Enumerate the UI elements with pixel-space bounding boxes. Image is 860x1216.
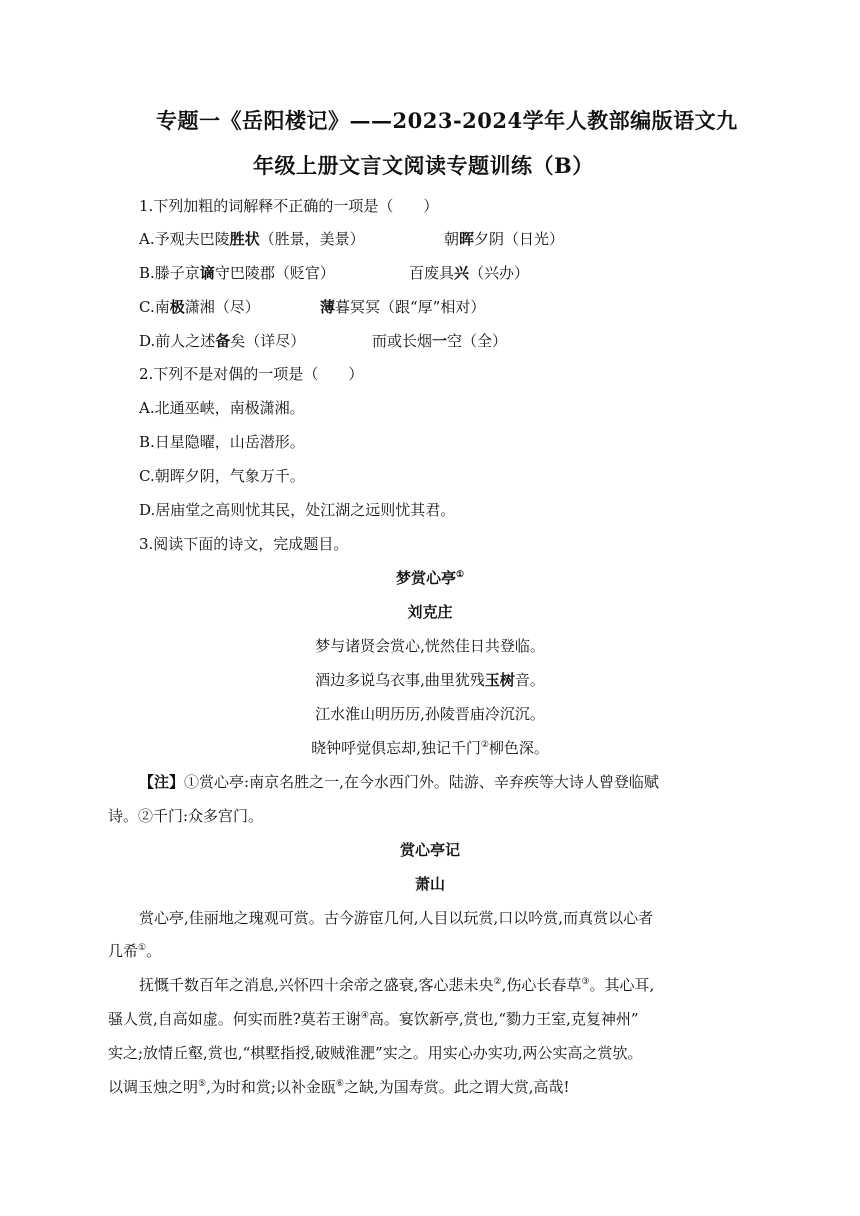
essay-para-1-line-2-post: 。 bbox=[146, 942, 162, 960]
poem-note-text-1: ①赏心亭:南京名胜之一,在今水西门外。陆游、辛弃疾等大诗人曾登临赋 bbox=[184, 773, 659, 791]
question-3-stem: 3.阅读下面的诗文，完成题目。 bbox=[139, 535, 349, 553]
option-b2-bold-word: 兴 bbox=[454, 264, 470, 282]
option-a-bold-word: 胜状 bbox=[229, 230, 260, 248]
question-1-option-a bbox=[139, 229, 365, 249]
option-a2-text-post: 夕阴（日光） bbox=[474, 230, 565, 248]
essay-para-2-line-2-post: 高。宴饮新亭,赏也,“勠力王室,克复神州” bbox=[368, 1010, 639, 1028]
poem-line-4-pre: 晓钟呼觉俱忘却,独记千门 bbox=[311, 739, 481, 757]
poem-line-2-pre: 酒边多说乌衣事,曲里犹残 bbox=[315, 671, 485, 689]
essay-title: 赏心亭记 bbox=[399, 841, 460, 859]
option-c-text-post: 潇湘（尽） bbox=[184, 298, 260, 316]
question-2-stem: 2.下列不是对偶的一项是（ ） bbox=[139, 365, 364, 383]
option-a2-text-pre: 朝 bbox=[444, 230, 460, 248]
essay-footnote-marker-5: ⑤ bbox=[198, 1079, 207, 1089]
essay-footnote-marker-3: ③ bbox=[581, 977, 590, 987]
question-1-option-c bbox=[139, 297, 260, 317]
question-1-option-d-second bbox=[372, 331, 507, 351]
essay-para-2-line-1-mid: ,伤心长春草 bbox=[501, 976, 582, 994]
poem-title-footnote-marker: ① bbox=[455, 570, 465, 580]
essay-footnote-marker-4: ④ bbox=[360, 1011, 369, 1021]
question-2-option-a: A.北通巫峡，南极潇湘。 bbox=[139, 399, 305, 417]
option-c2-text-post: 暮冥冥（跟“厚”相对） bbox=[335, 298, 486, 316]
poem-line-3: 江水淮山明历历,孙陵晋庙冷沉沉。 bbox=[315, 705, 545, 723]
essay-para-1-line-2-pre: 几希 bbox=[108, 942, 139, 960]
poem-line-4-footnote-marker: ② bbox=[480, 740, 489, 750]
question-2-option-d: D.居庙堂之高则忧其民，处江湖之远则忧其君。 bbox=[139, 501, 456, 519]
poem-note-line-1 bbox=[139, 772, 659, 792]
document-title-line-2: 年级上册文言文阅读专题训练（B） bbox=[253, 153, 594, 178]
essay-para-2-line-1-post: 。其心耳, bbox=[589, 976, 655, 994]
question-1-stem: 1.下列加粗的词解释不正确的一项是（ ） bbox=[139, 197, 439, 215]
poem-line-2-bold: 玉树 bbox=[484, 671, 515, 689]
poem-line-2 bbox=[0, 670, 860, 690]
option-b-bold-word: 谪 bbox=[199, 264, 215, 282]
essay-author: 萧山 bbox=[414, 875, 445, 893]
question-1-option-b bbox=[139, 263, 335, 283]
essay-footnote-marker-2: ② bbox=[493, 977, 502, 987]
poem-line-1: 梦与诸贤会赏心,恍然佳日共登临。 bbox=[315, 637, 545, 655]
essay-para-1-line-1: 赏心亭,佳丽地之瑰观可赏。古今游宦几何,人目以玩赏,口以吟赏,而真赏以心者 bbox=[139, 909, 654, 927]
essay-para-2-line-2-pre: 骚人赏,自高如虚。何实而胜?莫若王谢 bbox=[108, 1010, 361, 1028]
poem-author: 刘克庄 bbox=[407, 603, 453, 621]
essay-footnote-marker-6: ⑥ bbox=[335, 1079, 344, 1089]
essay-para-2-line-4-mid: ,为时和赏;以补金瓯 bbox=[206, 1078, 336, 1096]
poem-line-4 bbox=[0, 738, 860, 758]
essay-para-2-line-2 bbox=[108, 1009, 639, 1029]
essay-para-2-line-4 bbox=[108, 1077, 570, 1097]
poem-note-label: 【注】 bbox=[139, 773, 185, 791]
question-1-option-c-second bbox=[320, 297, 485, 317]
essay-para-2-line-1-pre: 抚慨千数百年之消息,兴怀四十余帝之盛衰,客心悲未央 bbox=[139, 976, 494, 994]
poem-title bbox=[0, 568, 860, 588]
document-title-line-1: 专题一《岳阳楼记》——2023-2024学年人教部编版语文九 bbox=[156, 108, 738, 133]
option-a-text-pre: A.予观夫巴陵 bbox=[139, 230, 230, 248]
option-d-text-post: 矣（详尽） bbox=[230, 332, 306, 350]
poem-line-4-post: 柳色深。 bbox=[488, 739, 549, 757]
poem-title-text: 梦赏心亭 bbox=[395, 569, 456, 587]
option-b2-text-pre: 百废具 bbox=[409, 264, 455, 282]
option-d2-text-post: 空（全） bbox=[447, 332, 508, 350]
question-1-option-a-second bbox=[444, 229, 564, 249]
essay-para-2-line-4-pre: 以调玉烛之明 bbox=[108, 1078, 199, 1096]
option-a-text-post: （胜景，美景） bbox=[259, 230, 365, 248]
option-d-bold-word: 备 bbox=[215, 332, 231, 350]
option-b2-text-post: （兴办） bbox=[469, 264, 530, 282]
essay-footnote-marker-1: ① bbox=[138, 943, 147, 953]
essay-para-2-line-3: 实之;放情丘壑,赏也,“棋墅指授,破贼淮淝”实之。用实心办实功,两公实高之赏欤。 bbox=[108, 1044, 643, 1062]
option-c-bold-word: 极 bbox=[169, 298, 185, 316]
option-d2-bold-word: 一 bbox=[432, 332, 448, 350]
question-2-option-b: B.日星隐曜，山岳潜形。 bbox=[139, 433, 305, 451]
question-1-option-d bbox=[139, 331, 305, 351]
option-d-text-pre: D.前人之述 bbox=[139, 332, 216, 350]
option-a2-bold-word: 晖 bbox=[459, 230, 475, 248]
essay-para-1-line-2 bbox=[108, 941, 161, 961]
option-c2-bold-word: 薄 bbox=[320, 298, 336, 316]
question-1-option-b-second bbox=[409, 263, 529, 283]
essay-para-2-line-1 bbox=[139, 975, 654, 995]
option-d2-text-pre: 而或长烟 bbox=[372, 332, 433, 350]
option-b-text-pre: B.滕子京 bbox=[139, 264, 200, 282]
essay-para-2-line-4-post: 之缺,为国寿赏。此之谓大赏,高哉! bbox=[344, 1078, 570, 1096]
poem-note-line-2: 诗。②千门:众多宫门。 bbox=[108, 807, 264, 825]
option-b-text-post: 守巴陵郡（贬官） bbox=[214, 264, 335, 282]
poem-line-2-post: 音。 bbox=[514, 671, 545, 689]
option-c-text-pre: C.南 bbox=[139, 298, 170, 316]
question-2-option-c: C.朝晖夕阴，气象万千。 bbox=[139, 467, 305, 485]
